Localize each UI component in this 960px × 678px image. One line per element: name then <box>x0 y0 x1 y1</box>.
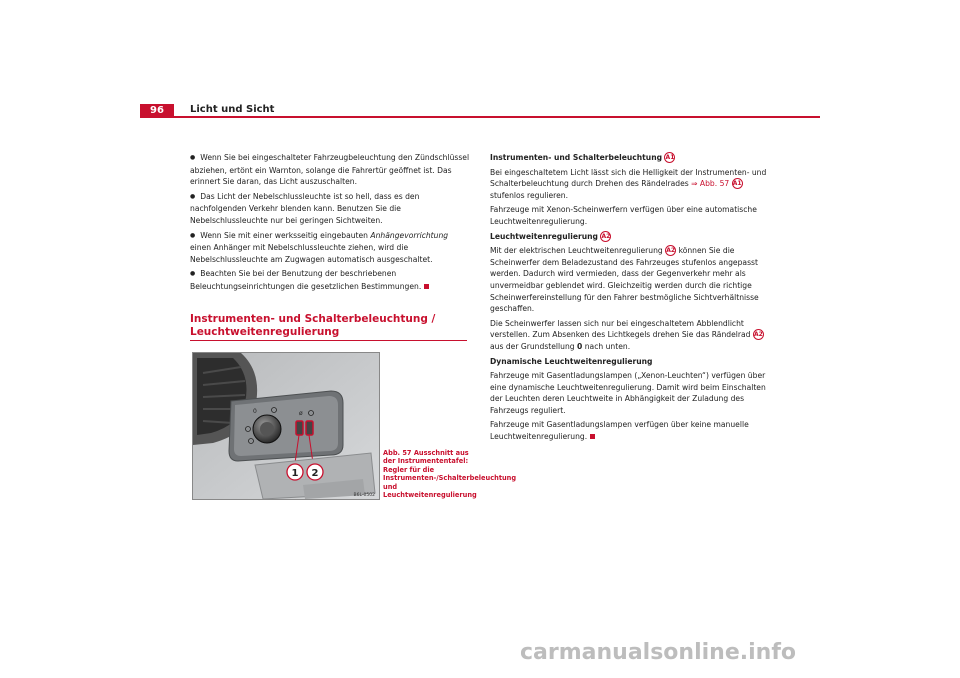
left-column <box>190 152 470 296</box>
end-marker-icon <box>424 284 429 289</box>
section-heading-line: Instrumenten- und Schalterbeleuchtung / <box>190 313 436 325</box>
dashboard-illustration <box>193 353 379 499</box>
figure-label-1: 1 <box>291 468 299 479</box>
bullet-italic: Anhängevorrichtung <box>370 230 449 240</box>
callout-a2: A2 <box>666 247 676 255</box>
callout-a1: A1 <box>665 154 675 161</box>
bullet-text: Beachten Sie bei der Benutzung der beschriebenen Beleuchtungseinrichtungen die gesetzlichen Bestimmungen. <box>190 269 422 291</box>
right-column <box>490 152 770 446</box>
paragraph-text: können Sie die Scheinwerfer dem Beladezustand des Fahrzeuges stufenlos angepasst werden. Dadurch wird vermieden, dass der Gegenverkehr mehr als unvermeidbar geblendet wird. Gleichzeitig werden durch die richtige Scheinwerfereinstellung für den Fahrer bestmögliche Sichtverhältnisse geschaffen. <box>490 246 759 314</box>
callout-a2: A2 <box>601 232 611 240</box>
header-rule <box>140 116 820 118</box>
paragraph-text: Bei eingeschaltetem Licht lässt sich die Helligkeit der Instrumenten- und Schalterbeleuchtung durch Drehen des Rändelrades <box>490 167 767 189</box>
page-title: Licht und Sicht <box>190 104 275 115</box>
subheading-instrument-lighting: Instrumenten- und Schalterbeleuchtung <box>490 153 663 162</box>
callout-a1: A1 <box>732 180 742 188</box>
paragraph-text: stufenlos regulieren. <box>490 190 569 200</box>
figure-label-2: 2 <box>311 468 319 479</box>
subheading-dynamic-range: Dynamische Leuchtweitenregulierung <box>490 356 653 366</box>
figure-code: B6L-0502 <box>353 493 375 498</box>
callout-a2: A2 <box>753 331 763 339</box>
bullet-item <box>190 268 470 292</box>
page-number: 96 <box>140 104 174 118</box>
section-rule <box>190 340 467 341</box>
paragraph-text: Die Scheinwerfer lassen sich nur bei eingeschaltetem Abblendlicht verstellen. Zum Absenken des Lichtkegels drehen Sie das Rändelrad <box>490 318 751 340</box>
bullet-text: Wenn Sie mit einer werksseitig eingebauten <box>200 230 368 240</box>
svg-text:ø: ø <box>299 410 303 417</box>
paragraph-text: Mit der elektrischen Leuchtweitenregulierung <box>490 246 663 256</box>
watermark: carmanualsonline.info <box>520 640 796 665</box>
paragraph: Fahrzeuge mit Gasentladungslampen („Xenon-Leuchten“) verfügen über eine dynamische Leuchtweitenregulierung. Damit wird beim Einschalten der Leuchten deren Leuchtweite in Abhängigkeit der Zuladung des Fahrzeugs reguliert. <box>490 371 766 415</box>
bullet-item: ● Das Licht der Nebelschlussleuchte ist so hell, dass es den nachfolgenden Verkehr blenden kann. Benutzen Sie die Nebelschlussleuchte nur bei geringen Sichtweiten. <box>190 191 470 227</box>
end-marker-icon <box>590 434 595 439</box>
paragraph-text: aus der Grundstellung <box>490 341 575 351</box>
paragraph-text: Fahrzeuge mit Gasentladungslampen verfügen über keine manuelle Leuchtweitenregulierung. <box>490 420 749 442</box>
svg-text:0: 0 <box>253 408 257 415</box>
position-zero: 0 <box>577 341 583 351</box>
figure-dashboard <box>192 352 380 500</box>
paragraph: Fahrzeuge mit Xenon-Scheinwerfern verfügen über eine automatische Leuchtweitenregulierung. <box>490 205 757 226</box>
figure-reference-link[interactable]: ⇒ Abb. 57 <box>691 179 730 189</box>
section-heading-line: Leuchtweitenregulierung <box>190 326 340 338</box>
section-heading <box>190 313 470 339</box>
bullet-text: einen Anhänger mit Nebelschlussleuchte ziehen, wird die Nebelschlussleuchte am Zugwagen automatisch ausgeschaltet. <box>190 243 433 264</box>
figure-caption: Abb. 57 Ausschnitt aus der Instrumententafel: Regler für die Instrumenten-/Schalterbeleuchtung und Leuchtweitenregulierung <box>383 449 517 500</box>
subheading-headlight-range: Leuchtweitenregulierung <box>490 231 598 241</box>
bullet-item: ● Wenn Sie bei eingeschalteter Fahrzeugbeleuchtung den Zündschlüssel abziehen, ertönt ein Warnton, solange die Fahrertür geöffnet ist. Das erinnert Sie daran, das Licht auszuschalten. <box>190 152 470 188</box>
paragraph-text: nach unten. <box>584 341 631 351</box>
bullet-item <box>190 230 470 266</box>
